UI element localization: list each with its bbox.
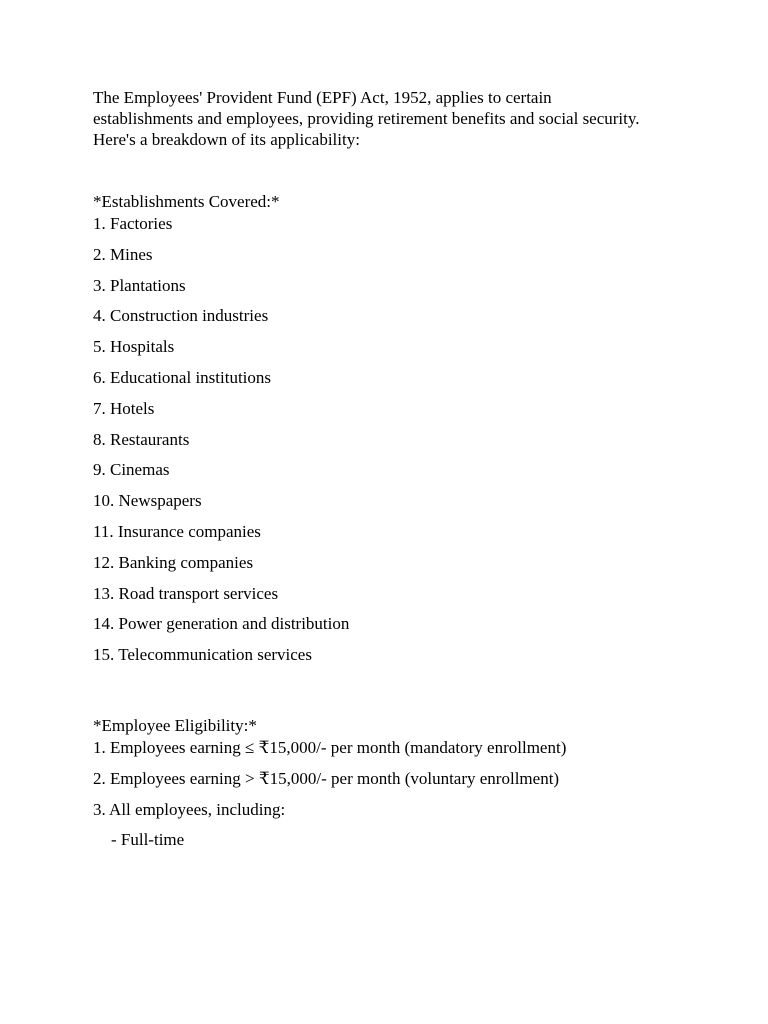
list-item: 2. Mines <box>93 244 153 264</box>
document-page <box>93 87 693 860</box>
list-item: 13. Road transport services <box>93 583 279 603</box>
intro-line: establishments and employees, providing retirement benefits and social security. <box>93 109 640 128</box>
list-item: 2. Employees earning > ₹15,000/- per month (voluntary enrollment) <box>93 768 560 788</box>
list-item: 3. Plantations <box>93 275 186 295</box>
list-item: 15. Telecommunication services <box>93 645 312 665</box>
intro-line: The Employees' Provident Fund (EPF) Act, 1952, applies to certain <box>93 88 552 107</box>
list-item: 9. Cinemas <box>93 460 170 480</box>
establishments-list <box>93 213 693 675</box>
list-item: 3. All employees, including: <box>93 799 286 819</box>
intro-paragraph <box>93 87 693 150</box>
list-item: 8. Restaurants <box>93 429 190 449</box>
establishments-heading: *Establishments Covered:* <box>93 192 280 211</box>
intro-line: Here's a breakdown of its applicability: <box>93 130 360 149</box>
list-item: 1. Employees earning ≤ ₹15,000/- per month (mandatory enrollment) <box>93 737 567 757</box>
list-item: 1. Factories <box>93 214 173 233</box>
list-item: 5. Hospitals <box>93 337 175 357</box>
list-item: 11. Insurance companies <box>93 521 261 541</box>
eligibility-heading: *Employee Eligibility:* <box>93 715 257 735</box>
sub-list-item: - Full-time <box>111 830 185 850</box>
list-item: 14. Power generation and distribution <box>93 614 350 634</box>
list-item: 12. Banking companies <box>93 552 254 572</box>
list-item: 7. Hotels <box>93 398 155 418</box>
list-item: 4. Construction industries <box>93 306 269 326</box>
list-item: 10. Newspapers <box>93 491 202 511</box>
list-item: 6. Educational institutions <box>93 367 272 387</box>
eligibility-list <box>93 737 693 829</box>
